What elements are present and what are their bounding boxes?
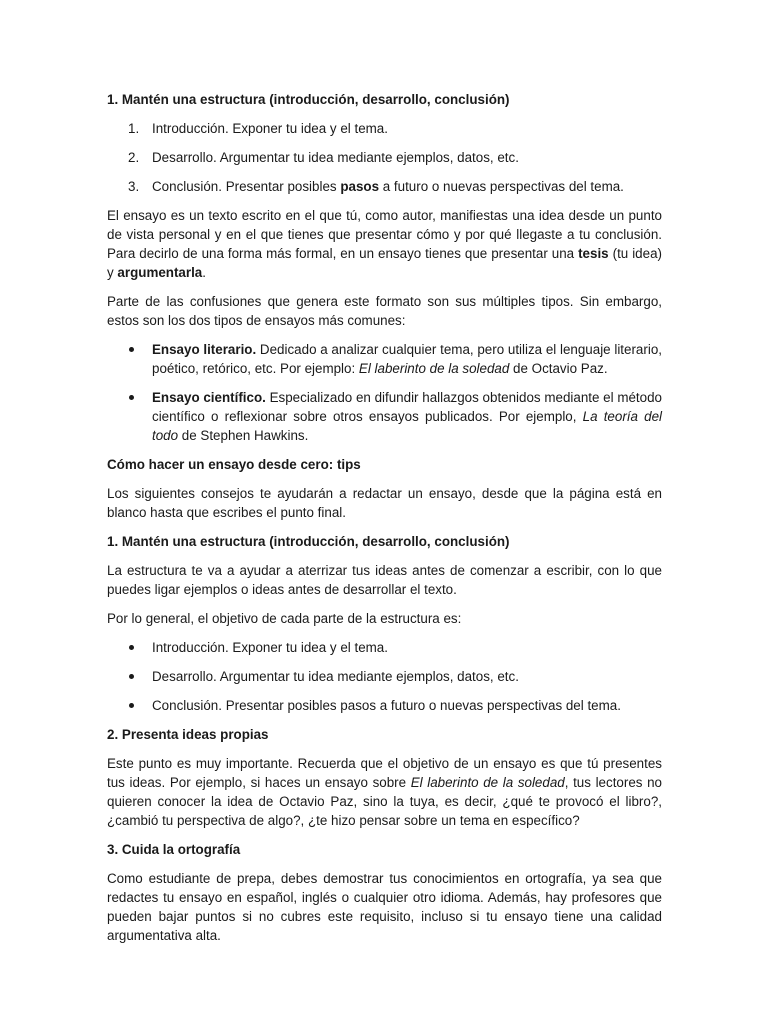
list-item-text: Desarrollo. Argumentar tu idea mediante ejemplos, datos, etc. xyxy=(152,150,519,165)
section-heading-spelling: 3. Cuida la ortografía xyxy=(107,842,241,857)
list-item-text: Introducción. Exponer tu idea y el tema. xyxy=(152,121,388,136)
paragraph-structure: La estructura te va a ayudar a aterrizar tus ideas antes de comenzar a escribir, con lo que puedes ligar ejemplos o ideas antes de desarrollar el texto. xyxy=(107,563,662,597)
bullet-icon xyxy=(129,645,134,650)
paragraph-types-intro: Parte de las confusiones que genera este formato son sus múltiples tipos. Sin embargo, estos son los dos tipos de ensayos más comunes: xyxy=(107,294,662,328)
list-number: 2. xyxy=(128,150,140,165)
section-heading-tips: Cómo hacer un ensayo desde cero: tips xyxy=(107,457,361,472)
bold-text: pasos xyxy=(340,179,380,194)
italic-text: La teoría del todo xyxy=(152,409,662,443)
bullet-icon xyxy=(129,347,134,352)
paragraph-tips-intro: Los siguientes consejos te ayudarán a redactar un ensayo, desde que la página está en blanco hasta que escribes el punto final. xyxy=(107,486,662,520)
list-item-text: Introducción. Exponer tu idea y el tema. xyxy=(152,640,388,655)
bullet-icon xyxy=(129,703,134,708)
paragraph-definition xyxy=(107,206,662,282)
italic-text: El laberinto de la soledad xyxy=(358,361,510,376)
text-run: , tus lectores no quieren conocer la idea de Octavio Paz, sino la tuya, es decir, ¿qué te provocó el libro?, ¿cambió tu perspectiva de algo?, ¿te hizo pensar sobre un tema en específico? xyxy=(107,775,662,828)
list-item xyxy=(107,696,662,715)
section-heading-structure-2: 1. Mantén una estructura (introducción, desarrollo, conclusión) xyxy=(107,534,510,549)
text-run: Especializado en difundir hallazgos obtenidos mediante el método científico o reflexionar sobre otros ensayos publicados. Por ejemplo, xyxy=(152,390,662,424)
list-item xyxy=(107,667,662,686)
text-run: . xyxy=(202,265,206,280)
list-item-text: Conclusión. Presentar posibles pasos a futuro o nuevas perspectivas del tema. xyxy=(152,698,621,713)
list-item xyxy=(107,119,662,138)
section-heading-structure: 1. Mantén una estructura (introducción, desarrollo, conclusión) xyxy=(107,92,510,107)
text-run: Dedicado a analizar cualquier tema, pero utiliza el lenguaje literario, poético, retórico, etc. Por ejemplo: xyxy=(152,342,662,376)
list-item-text: Desarrollo. Argumentar tu idea mediante ejemplos, datos, etc. xyxy=(152,669,519,684)
list-item-text: Conclusión. Presentar posibles xyxy=(152,179,341,194)
list-item xyxy=(107,148,662,167)
list-number: 3. xyxy=(128,179,140,194)
paragraph-objective: Por lo general, el objetivo de cada parte de la estructura es: xyxy=(107,611,462,626)
italic-text: El laberinto de la soledad xyxy=(410,775,565,790)
document-body xyxy=(107,90,662,955)
text-run: de Stephen Hawkins. xyxy=(178,428,309,443)
bold-text: argumentarla xyxy=(117,265,203,280)
bullet-icon xyxy=(129,395,134,400)
list-item xyxy=(107,388,662,445)
list-item xyxy=(107,340,662,378)
text-run: El ensayo es un texto escrito en el que tú, como autor, manifiestas una idea desde un punto de vista personal y en el que tienes que presentar cómo y por qué llegaste a tu conclusión. Para decirlo de una forma más formal, en un ensayo tienes que presentar una xyxy=(107,208,662,261)
paragraph-spelling: Como estudiante de prepa, debes demostrar tus conocimientos en ortografía, ya sea que redactes tu ensayo en español, inglés o cualquier otro idioma. Además, hay profesores que pueden bajar puntos si no cubres este requisito, incluso si tu ensayo tiene una calidad argumentativa alta. xyxy=(107,871,662,943)
section-heading-own-ideas: 2. Presenta ideas propias xyxy=(107,727,269,742)
paragraph-own-ideas xyxy=(107,754,662,830)
bold-text: Ensayo literario. xyxy=(152,342,257,357)
text-run: Este punto es muy importante. Recuerda que el objetivo de un ensayo es que tú presentes tus ideas. Por ejemplo, si haces un ensayo sobre xyxy=(107,756,662,790)
structure-steps-list xyxy=(107,119,662,196)
list-item xyxy=(107,177,662,196)
structure-parts-list xyxy=(107,638,662,715)
list-item-text: a futuro o nuevas perspectivas del tema. xyxy=(379,179,624,194)
bold-text: Ensayo científico. xyxy=(152,390,266,405)
essay-types-list xyxy=(107,340,662,445)
text-run: de Octavio Paz. xyxy=(509,361,608,376)
text-run: (tu idea) y xyxy=(107,246,662,280)
bullet-icon xyxy=(129,674,134,679)
bold-text: tesis xyxy=(578,246,609,261)
list-number: 1. xyxy=(128,121,140,136)
list-item xyxy=(107,638,662,657)
